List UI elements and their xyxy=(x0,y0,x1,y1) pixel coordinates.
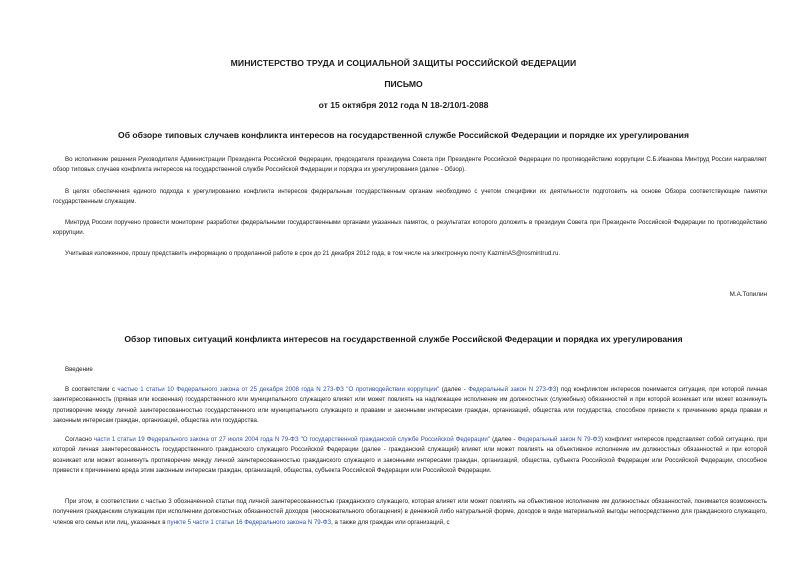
review-paragraph-3 xyxy=(53,497,767,528)
doc-date-heading: от 15 октября 2012 года N 18-2/10/1-2088 xyxy=(318,100,489,110)
letter-paragraph-4: Учитывая изложенное, прошу представить информацию о проделанной работе в срок до 21 декабря 2012 года, в том числе на электронную почту KazminAS@rosmintrud.ru. xyxy=(65,250,561,257)
review-p1-text-a: В соответствии с xyxy=(65,386,118,393)
law-79-link[interactable]: Федеральный закон N 79-ФЗ xyxy=(517,436,602,443)
law-273-article-10-link[interactable]: частью 1 статьи 10 Федерального закона от 25 декабря 2008 года N 273-ФЗ "О противодействии коррупции" xyxy=(117,386,440,393)
review-p3-text-b: , а также для граждан или организаций, с xyxy=(331,518,450,526)
review-p2-text-c: ) конфликт интересов представляет собой ситуацию, при которой личная заинтересованность государственного гражданского служащего Российской Федерации (далее - гражданский служащий) влияет или может повлиять на объективное исполнение им должностных обязанностей и при которой возникает или может возникнуть противоречие между личной заинтересованностью гражданского служащего и законными интересами граждан, организаций, общества, субъекта Российской Федерации или Российской Федерации, способное привести к причинению вреда этим законным интересам граждан, организаций, общества, субъекта Российской Федерации или Российской Федерации. xyxy=(53,436,768,475)
review-p2-text-a: Согласно xyxy=(65,436,94,443)
review-p1-text-c: ) под конфликтом интересов понимается ситуация, при которой личная заинтересованность (прямая или косвенная) государственного или муниципального служащего влияет или может повлиять на надлежащее исполнение им должностных (служебных) обязанностей и при которой возникает или может возникнуть противоречие между личной заинтересованностью государственного или муниципального служащего и правами и законными интересами граждан, организаций, общества или государства, способное привести к причинению вреда правам и законным интересам граждан, организаций, общества или государства. xyxy=(53,386,767,425)
signature: М.А.Топилин xyxy=(729,291,767,298)
review-paragraph-1 xyxy=(53,385,767,427)
law-79-article-19-link[interactable]: части 1 статьи 19 Федерального закона от 27 июля 2004 года N 79-ФЗ "О государственной гражданской службе Российской Федерации" xyxy=(93,436,491,443)
intro-label: Введение xyxy=(65,366,93,373)
letter-paragraph-2: В целях обеспечения единого подхода к урегулированию конфликта интересов федеральным государственным органам необходимо с учетом специфики их деятельности подготовить на основе Обзора соответствующие памятки государственным служащим. xyxy=(53,188,767,206)
review-p2-text-b: (далее - xyxy=(490,436,518,443)
doc-type-heading: ПИСЬМО xyxy=(384,79,423,89)
review-p1-text-b: (далее - xyxy=(439,386,469,393)
review-p3-text-a: При этом, в соответствии с частью 3 обозначенной статьи под личной заинтересованностью гражданского служащего, которая влияет или может повлиять на объективное исполнение им должностных обязанностей, понимается возможность получения гражданским служащим при исполнении должностных обязанностей доходов (неосновательного обогащения) в денежной либо натуральной форме, доходов в виде материальной выгоды непосредственно для гражданского служащего, членов его семьи или лиц, указанных в xyxy=(53,498,767,526)
law-79-article-16-link[interactable]: пункте 5 части 1 статьи 16 Федерального закона N 79-ФЗ xyxy=(167,518,332,526)
review-title: Обзор типовых ситуаций конфликта интересов на государственной службе Российской Федерации и порядка их урегулирования xyxy=(124,334,683,344)
letter-subject-heading: Об обзоре типовых случаев конфликта интересов на государственной службе Российской Федерации и порядке их урегулирования xyxy=(118,130,689,140)
letter-paragraph-3: Минтруд России поручено провести мониторинг разработки федеральными государственными органами указанных памяток, о результатах которого доложить в президиум Совета при Президенте Российской Федерации по противодействию коррупции. xyxy=(53,219,767,237)
law-273-link[interactable]: Федеральный закон N 273-ФЗ xyxy=(468,386,557,393)
letter-paragraph-1: Во исполнение решения Руководителя Администрации Президента Российской Федерации, председателя президиума Совета при Президенте Российской Федерации по противодействию коррупции С.Б.Иванова Минтруд России направляет обзор типовых случаев конфликта интересов на государственной службе Российской Федерации и порядка их урегулирования (далее - Обзор). xyxy=(53,156,767,174)
review-paragraph-2 xyxy=(53,435,767,477)
ministry-heading: МИНИСТЕРСТВО ТРУДА И СОЦИАЛЬНОЙ ЗАЩИТЫ РОССИЙСКОЙ ФЕДЕРАЦИИ xyxy=(230,58,577,68)
